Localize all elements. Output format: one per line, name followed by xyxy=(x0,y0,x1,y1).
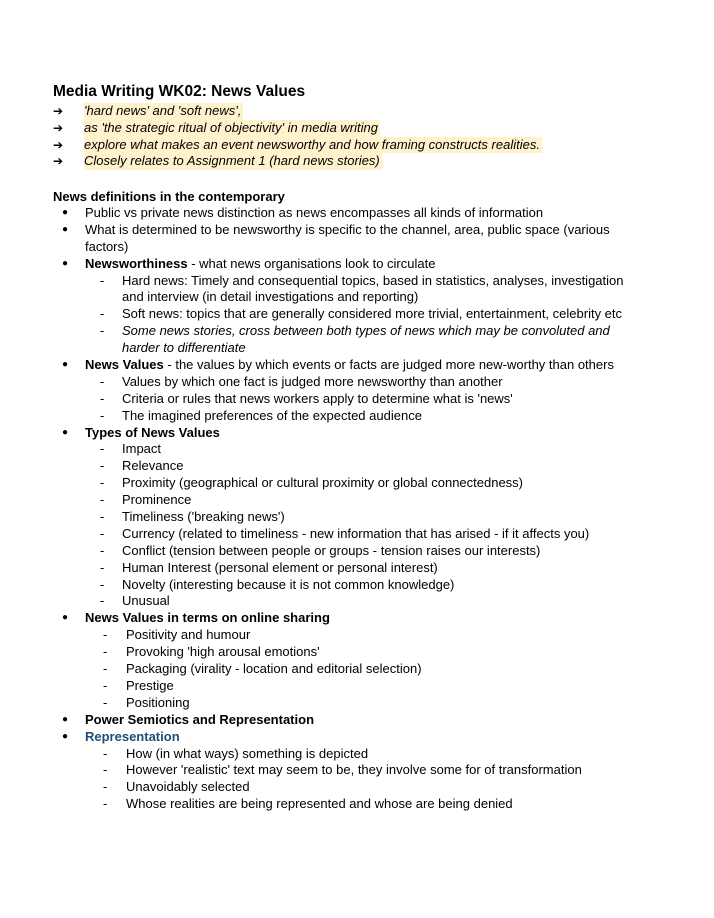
sub-item-text: and interview (in detail investigations and reporting) xyxy=(122,289,419,305)
dash-icon: - xyxy=(103,661,108,677)
list-item xyxy=(53,610,673,627)
sub-item xyxy=(53,543,673,560)
dash-icon: - xyxy=(100,272,105,288)
dash-icon: - xyxy=(100,390,105,406)
objective-text: as 'the strategic ritual of objectivity' in media writing xyxy=(84,119,378,135)
dash-icon: - xyxy=(103,779,108,795)
sub-item-text: Relevance xyxy=(122,458,184,474)
bullet-icon: ● xyxy=(62,257,69,269)
bullet-icon: ● xyxy=(62,730,69,742)
list-item xyxy=(53,729,673,746)
sub-item-text: Soft news: topics that are generally considered more trivial, entertainment, celebrity etc xyxy=(122,306,623,322)
dash-icon: - xyxy=(100,475,105,491)
dash-icon: - xyxy=(103,627,108,643)
dash-icon: - xyxy=(100,559,105,575)
sub-item xyxy=(53,746,673,763)
dash-icon: - xyxy=(100,458,105,474)
objective-text: Closely relates to Assignment 1 (hard news stories) xyxy=(84,153,380,169)
sub-item-continued xyxy=(53,289,673,306)
objective-text: 'hard news' and 'soft news', xyxy=(84,103,242,118)
list-item xyxy=(53,425,673,442)
bullet-icon: ● xyxy=(62,207,69,218)
list-item xyxy=(53,256,673,273)
dash-icon: - xyxy=(100,542,105,558)
list-item xyxy=(53,205,673,222)
dash-icon: - xyxy=(100,525,105,541)
bullet-text xyxy=(85,256,435,273)
sub-item xyxy=(53,627,673,644)
bullet-text: factors) xyxy=(85,238,129,254)
sub-item xyxy=(53,458,673,475)
sub-item-text: Some news stories, cross between both types of news which may be convoluted and xyxy=(122,323,610,339)
dash-icon: - xyxy=(103,677,108,693)
list-item xyxy=(53,153,673,170)
sub-item xyxy=(53,391,673,408)
list-item xyxy=(53,120,673,137)
arrow-icon: ➔ xyxy=(53,154,64,169)
sub-item xyxy=(53,492,673,509)
dash-icon: - xyxy=(100,306,105,322)
dash-icon: - xyxy=(100,509,105,525)
dash-icon: - xyxy=(100,492,105,508)
sub-item-text: Currency (related to timeliness - new information that has arised - if it affects you) xyxy=(122,525,590,541)
bullet-text: Public vs private news distinction as news encompasses all kinds of information xyxy=(85,205,544,220)
term-newsworthiness: Newsworthiness xyxy=(85,255,188,271)
page-title: Media Writing WK02: News Values xyxy=(53,83,306,100)
list-item-continued xyxy=(53,239,673,256)
sub-item-text: Novelty (interesting because it is not common knowledge) xyxy=(122,576,455,592)
sub-item xyxy=(53,374,673,391)
bullet-icon: ● xyxy=(62,223,69,235)
sub-item xyxy=(53,441,673,458)
list-item xyxy=(53,137,673,154)
bullet-icon: ● xyxy=(62,612,69,624)
term-definition: - what news organisations look to circulate xyxy=(187,255,436,271)
arrow-icon: ➔ xyxy=(53,137,64,152)
sub-item xyxy=(53,695,673,712)
sub-item xyxy=(53,593,673,610)
sub-item xyxy=(53,273,673,290)
sub-item xyxy=(53,323,673,340)
sub-item xyxy=(53,644,673,661)
sub-item xyxy=(53,762,673,779)
list-item xyxy=(53,103,673,120)
list-item xyxy=(53,222,673,239)
dash-icon: - xyxy=(103,762,108,778)
sub-item-text: Values by which one fact is judged more newsworthy than another xyxy=(122,373,503,389)
list-item xyxy=(53,712,673,729)
dash-icon: - xyxy=(103,745,108,761)
dash-icon: - xyxy=(103,796,108,812)
dash-icon: - xyxy=(100,441,105,457)
list-item xyxy=(53,357,673,374)
dash-icon: - xyxy=(100,593,105,609)
objective-text: explore what makes an event newsworthy and how framing constructs realities. xyxy=(84,136,540,152)
bullet-icon: ● xyxy=(62,713,69,725)
representation-heading: Representation xyxy=(85,728,180,744)
sub-item xyxy=(53,526,673,543)
sub-item xyxy=(53,509,673,526)
bullet-icon: ● xyxy=(62,426,69,438)
sub-item-text: Positioning xyxy=(126,694,190,710)
sub-item-continued xyxy=(53,340,673,357)
dash-icon: - xyxy=(100,323,105,339)
sub-item-text: Positivity and humour xyxy=(126,627,251,643)
sub-item xyxy=(53,408,673,425)
sub-item xyxy=(53,475,673,492)
sub-item-text: harder to differentiate xyxy=(122,340,246,356)
sub-item-text: Impact xyxy=(122,441,162,457)
dash-icon: - xyxy=(100,576,105,592)
sub-item xyxy=(53,779,673,796)
dash-icon: - xyxy=(103,694,108,710)
bullet-heading: Power Semiotics and Representation xyxy=(85,711,315,727)
sub-item-text: Provoking 'high arousal emotions' xyxy=(126,644,320,660)
dash-icon: - xyxy=(103,644,108,660)
objectives-list xyxy=(53,103,673,170)
sub-item-text: The imagined preferences of the expected audience xyxy=(122,407,422,423)
sub-item xyxy=(53,306,673,323)
bullet-text xyxy=(85,357,614,374)
sub-item xyxy=(53,678,673,695)
sub-item-text: Criteria or rules that news workers apply to determine what is 'news' xyxy=(122,390,513,406)
sub-item-text: Timeliness ('breaking news') xyxy=(122,509,285,525)
sub-item-text: How (in what ways) something is depicted xyxy=(126,745,369,761)
section-heading: News definitions in the contemporary xyxy=(53,189,285,204)
sub-item xyxy=(53,661,673,678)
bullet-text: What is determined to be newsworthy is specific to the channel, area, public space (various xyxy=(85,221,610,237)
term-definition: - the values by which events or facts are judged more new-worthy than others xyxy=(163,357,614,373)
sub-item-text: Conflict (tension between people or groups - tension raises our interests) xyxy=(122,542,541,558)
sub-item-text: Unavoidably selected xyxy=(126,779,250,795)
dash-icon: - xyxy=(100,373,105,389)
term-news-values: News Values xyxy=(85,357,164,373)
sub-item xyxy=(53,560,673,577)
sub-item-text: Hard news: Timely and consequential topics, based in statistics, analyses, investigation xyxy=(122,272,624,288)
sub-item-text: Packaging (virality - location and editorial selection) xyxy=(126,661,422,677)
sub-item xyxy=(53,796,673,813)
sub-item xyxy=(53,577,673,594)
sub-item-text: Prominence xyxy=(122,492,192,508)
sub-item-text: Unusual xyxy=(122,593,170,609)
sub-item-text: However 'realistic' text may seem to be, they involve some for of transformation xyxy=(126,762,582,778)
sub-item-text: Proximity (geographical or cultural proximity or global connectedness) xyxy=(122,475,524,491)
arrow-icon: ➔ xyxy=(53,104,64,118)
bullet-heading: News Values in terms on online sharing xyxy=(85,610,330,626)
bullet-heading: Types of News Values xyxy=(85,424,220,440)
dash-icon: - xyxy=(100,407,105,423)
sub-item-text: Whose realities are being represented and whose are being denied xyxy=(126,796,513,812)
sub-item-text: Human Interest (personal element or personal interest) xyxy=(122,559,438,575)
sub-item-text: Prestige xyxy=(126,677,174,693)
bullet-icon: ● xyxy=(62,359,69,371)
notes-list xyxy=(53,205,673,813)
arrow-icon: ➔ xyxy=(53,120,64,135)
